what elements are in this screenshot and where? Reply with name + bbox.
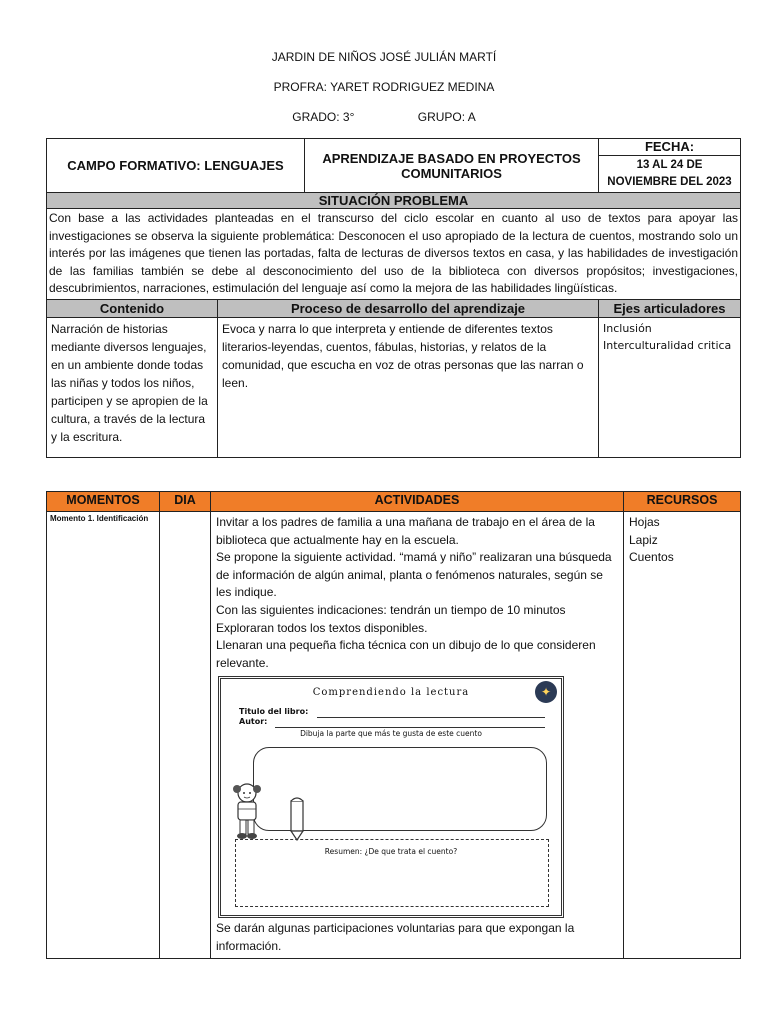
autor-rule	[275, 727, 545, 728]
activity-paragraph: Con las siguientes indicaciones: tendrán un tiempo de 10 minutos	[216, 602, 566, 617]
titulo-rule	[317, 717, 545, 718]
campo-formativo: CAMPO FORMATIVO: LENGUAJES	[47, 139, 305, 193]
eje-item: Interculturalidad critica	[603, 338, 732, 352]
activities-table	[46, 491, 741, 959]
worksheet-prompt: Dibuja la parte que más te gusta de este cuento	[300, 729, 482, 739]
grade-label: GRADO: 3°	[292, 110, 355, 124]
activity-paragraph: Se propone la siguiente actividad. “mamá y niño” realizaran una búsqueda de información de algún animal, planta o fenómenos naturales, según se les indique.	[216, 550, 612, 600]
worksheet-autor-label: Autor:	[239, 717, 268, 727]
col-contenido: Contenido	[47, 299, 218, 317]
activity-paragraph: Invitar a los padres de familia a una mañana de trabajo en el área de la biblioteca que actualmente hay en la escuela.	[216, 515, 595, 547]
eje-item: Inclusión	[603, 321, 652, 335]
activity-paragraph: Llenaran una pequeña ficha técnica con un dibujo de lo que consideren relevante.	[216, 638, 596, 670]
closing-paragraph: Se darán algunas participaciones voluntarias para que expongan la información.	[216, 921, 575, 953]
actividades-cell	[211, 512, 624, 959]
situacion-label: SITUACIÓN PROBLEMA	[47, 193, 741, 209]
fecha-label: FECHA:	[599, 139, 741, 156]
ejes-list	[599, 317, 741, 457]
girl-with-pencil-icon	[225, 783, 325, 846]
book-logo-icon: ✦	[535, 681, 557, 703]
worksheet-image	[218, 676, 564, 918]
col-ejes: Ejes articuladores	[599, 299, 741, 317]
contenido-text: Narración de historias mediante diversos lenguajes, en un ambiente donde todas las niñas y todos los niños, participen y se apropien de la cultura, a través de la lectura y la escritura.	[47, 317, 218, 457]
header-recursos: RECURSOS	[624, 492, 741, 512]
worksheet-summary-label: Resumen: ¿De que trata el cuento?	[324, 847, 458, 857]
recurso-item: Lapiz	[629, 532, 658, 547]
group-label: GRUPO: A	[417, 110, 476, 124]
header-dia: DIA	[160, 492, 211, 512]
dia-cell	[160, 512, 211, 959]
recurso-item: Hojas	[629, 515, 660, 529]
header-momentos: MOMENTOS	[47, 492, 160, 512]
worksheet-titulo-label: Titulo del libro:	[239, 707, 309, 717]
planning-table	[46, 138, 741, 458]
recursos-cell	[624, 512, 741, 959]
recurso-item: Cuentos	[629, 550, 674, 565]
header-actividades: ACTIVIDADES	[211, 492, 624, 512]
grade-group-line	[0, 110, 768, 124]
school-name: JARDIN DE NIÑOS JOSÉ JULIÁN MARTÍ	[271, 50, 497, 64]
teacher-name: PROFRA: YARET RODRIGUEZ MEDINA	[273, 80, 495, 94]
aprendizaje-cell: APRENDIZAJE BASADO EN PROYECTOS COMUNITARIOS	[305, 139, 599, 193]
proceso-text: Evoca y narra lo que interpreta y entiende de diferentes textos literarios-leyendas, cuentos, fábulas, historias, y relatos de la comunidad, que escucha en voz de otras personas que las narran o leen.	[218, 317, 599, 457]
activity-paragraph: Exploraran todos los textos disponibles.	[216, 620, 428, 635]
col-proceso: Proceso de desarrollo del aprendizaje	[218, 299, 599, 317]
situacion-text: Con base a las actividades planteadas en el transcurso del ciclo escolar en cuanto al uso de textos para apoyar las investigaciones se observa la siguiente problemática: Desconocen el uso apropiado de la lectura de cuentos, mostrando solo un interés por las imágenes que tienen las portadas, falta de lecturas de diversos textos en casa, y las habilidades de investigación de las familias también se debe al desconocimiento del uso de la biblioteca con diversos propósitos; investigaciones, descubrimientos, narraciones, estimulación del lenguaje así como la mejora de las habilidades lingüísticas.	[47, 209, 741, 300]
fecha-value: 13 AL 24 DE NOVIEMBRE DEL 2023	[599, 156, 741, 193]
momento-label: Momento 1. Identificación	[47, 512, 160, 959]
worksheet-title: Comprendiendo la lectura	[312, 687, 470, 699]
